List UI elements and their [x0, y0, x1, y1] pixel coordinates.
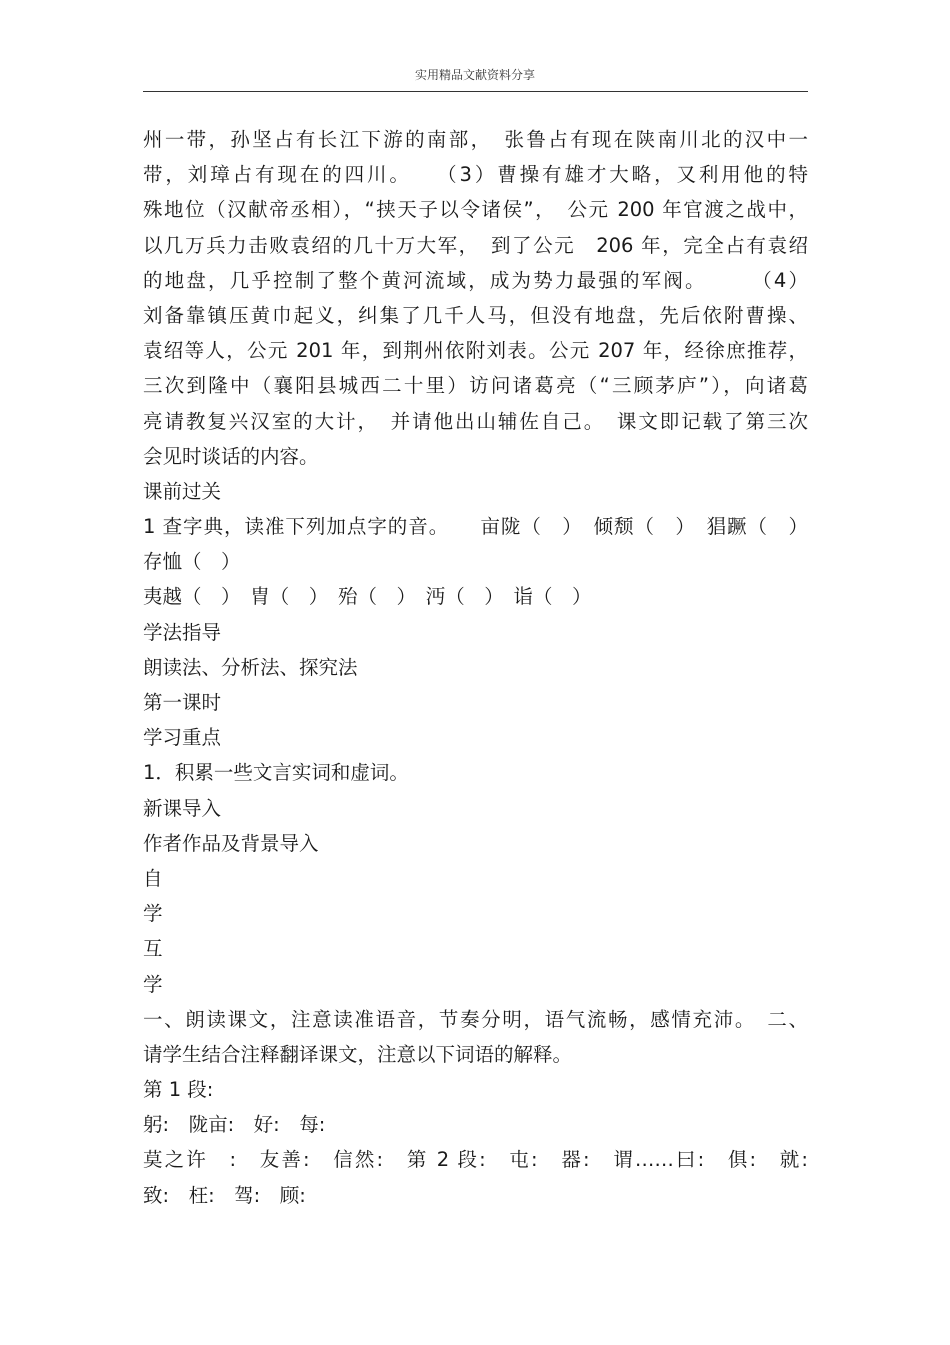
exercise-line: 存恤（ ） [143, 550, 241, 574]
section-heading: 学法指导 [143, 620, 222, 644]
text-line: 互 [143, 937, 163, 961]
text-line: 的地盘，几乎控制了整个黄河流域，成为势力最强的军阀。 （4） [143, 268, 808, 292]
text-line: 学 [143, 902, 163, 926]
document-body [143, 122, 808, 1213]
section-heading: 课前过关 [143, 479, 222, 503]
text-line: 三次到隆中（襄阳县城西二十里）访问诸葛亮（“三顾茅庐”），向诸葛 [143, 374, 808, 398]
text-line: 亮请教复兴汉室的大计， 并请他出山辅佐自己。 课文即记载了第三次 [143, 409, 808, 433]
vocab-line: 莫之许 : 友善: 信然: 第 2 段: 屯: 器: 谓……曰: 俱: 就: [143, 1148, 808, 1172]
exercise-line: 夷越（ ） 胄（ ） 殆（ ） 沔（ ） 诣（ ） [143, 585, 592, 609]
text-line: 朗读法、分析法、探究法 [143, 655, 358, 679]
section-heading: 学习重点 [143, 726, 222, 750]
header-rule [143, 91, 808, 92]
text-line: 1．积累一些文言实词和虚词。 [143, 761, 409, 785]
text-line: 以几万兵力击败袁绍的几十万大军， 到了公元 206 年，完全占有袁绍 [143, 233, 808, 257]
text-line: 学 [143, 972, 163, 996]
text-line: 第 1 段: [143, 1078, 214, 1102]
text-line: 带，刘璋占有现在的四川。 （3）曹操有雄才大略，又利用他的特 [143, 163, 808, 187]
text-line: 自 [143, 866, 163, 890]
section-heading: 第一课时 [143, 691, 222, 714]
section-heading: 新课导入 [143, 796, 222, 820]
exercise-line: 1 查字典，读准下列加点字的音。 亩陇（ ） 倾颓（ ） 猖蹶（ ） [143, 515, 808, 539]
text-line: 袁绍等人，公元 201 年，到荆州依附刘表。公元 207 年，经徐庶推荐， [143, 339, 808, 363]
text-line: 刘备靠镇压黄巾起义，纠集了几千人马，但没有地盘，先后依附曹操、 [143, 303, 808, 327]
text-line: 殊地位（汉献帝丞相），“挟天子以令诸侯”， 公元 200 年官渡之战中， [143, 198, 808, 222]
text-line: 一、朗读课文，注意读准语音，节奏分明，语气流畅，感情充沛。 二、 [143, 1007, 808, 1031]
vocab-line: 致: 枉: 驾: 顾: [143, 1183, 306, 1207]
text-line: 作者作品及背景导入 [143, 831, 319, 855]
text-line: 会见时谈话的内容。 [143, 444, 319, 468]
text-line: 请学生结合注释翻译课文，注意以下词语的解释。 [143, 1042, 573, 1066]
running-header: 实用精品文献资料分享 [414, 68, 535, 82]
text-line: 州一带，孙坚占有长江下游的南部， 张鲁占有现在陕南川北的汉中一 [143, 128, 808, 151]
vocab-line: 躬: 陇亩: 好: 每: [143, 1113, 326, 1137]
